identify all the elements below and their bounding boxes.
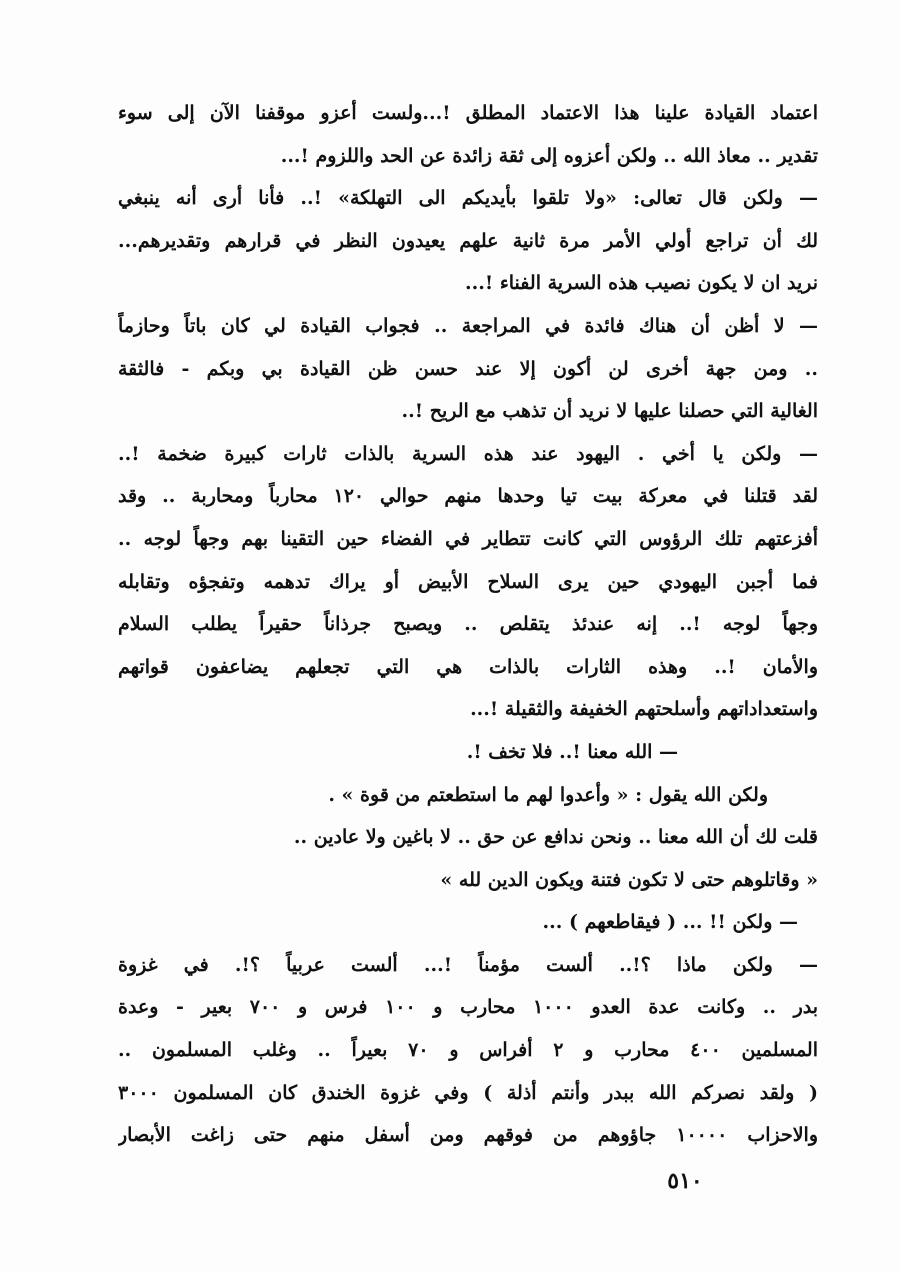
text-line: بدر .. وكانت عدة العدو ١٠٠٠ محارب و ١٠٠ فرس و ٧٠٠ بعير - وعدة <box>118 996 818 1019</box>
text-line: واستعداداتهم وأسلحتهم الخفيفة والثقيلة !... <box>470 698 818 721</box>
text-line: — ولكن يا أخي . اليهود عند هذه السرية بالذات ثارات كبيرة ضخمة !.. <box>118 442 818 465</box>
text-line: — ولكن ماذا ؟!.. ألست مؤمناً !... ألست عربياً ؟!. في غزوة <box>118 953 818 976</box>
text-line: أفزعتهم تلك الرؤوس التي كانت تتطاير في الفضاء حين التقينا بهم وجهاً لوجه .. <box>118 527 818 550</box>
text-line: لقد قتلنا في معركة بيت تيا وحدها منهم حوالي ١٢٠ محارباً ومحاربة .. وقد <box>118 485 818 508</box>
text-line: « وقاتلوهم حتى لا تكون فتنة ويكون الدين لله » <box>440 868 818 891</box>
text-line: والأمان !.. وهذه الثارات بالذات هي التي تجعلهم يضاعفون قواتهم <box>118 655 818 678</box>
text-line: ولكن الله يقول : « وأعدوا لهم ما استطعتم من قوة » . <box>328 783 768 806</box>
text-line: اعتماد القيادة علينا هذا الاعتماد المطلق !...ولست أعزو موقفنا الآن إلى سوء <box>118 102 818 124</box>
text-line: المسلمين ٤٠٠ محارب و ٢ أفراس و ٧٠ بعيراً .. وغلب المسلمون .. <box>118 1039 818 1062</box>
text-line: فما أجبن اليهودي حين يرى السلاح الأبيض أو يراك تدهمه وتفجؤه وتقابله <box>118 570 818 593</box>
text-line: — ولكن قال تعالى: «ولا تلقوا بأيديكم الى التهلكة» !.. فأنا أرى أنه ينبغي <box>118 187 818 210</box>
text-line: الغالية التي حصلنا عليها لا نريد أن تذهب مع الريح !.. <box>401 400 818 423</box>
text-line: — ولكن !! ... ( فيقاطعهم ) ... <box>542 911 798 934</box>
text-line: وجهاً لوجه !.. إنه عندئذ يتقلص .. ويصبح جرذاناً حقيراً يطلب السلام <box>118 613 818 636</box>
text-line: لك أن تراجع أولي الأمر مرة ثانية علهم يعيدون النظر في قرارهم وتقديرهم... <box>118 229 818 252</box>
text-line: تقدير .. معاذ الله .. ولكن أعزوه إلى ثقة زائدة عن الحد واللزوم !... <box>280 144 818 167</box>
text-line: قلت لك أن الله معنا .. ونحن ندافع عن حق .. لا باغين ولا عادين .. <box>293 826 818 849</box>
text-line: — الله معنا !.. فلا تخف !. <box>466 740 678 763</box>
text-line: والاحزاب ١٠٠٠٠ جاؤوهم من فوقهم ومن أسفل منهم حتى زاغت الأبصار <box>118 1124 818 1147</box>
body-text <box>118 92 818 1157</box>
text-line: ( ولقد نصركم الله ببدر وأنتم أذلة ) وفي غزوة الخندق كان المسلمون ٣٠٠٠ <box>118 1081 818 1104</box>
page-number: ٥١٠ <box>667 1168 703 1194</box>
text-line: نريد ان لا يكون نصيب هذه السرية الفناء !... <box>465 272 818 295</box>
text-line: — لا أظن أن هناك فائدة في المراجعة .. فجواب القيادة لي كان باتاً وحازماً <box>118 314 818 337</box>
text-line: .. ومن جهة أخرى لن أكون إلا عند حسن ظن القيادة بي وبكم - فالثقة <box>118 357 818 380</box>
